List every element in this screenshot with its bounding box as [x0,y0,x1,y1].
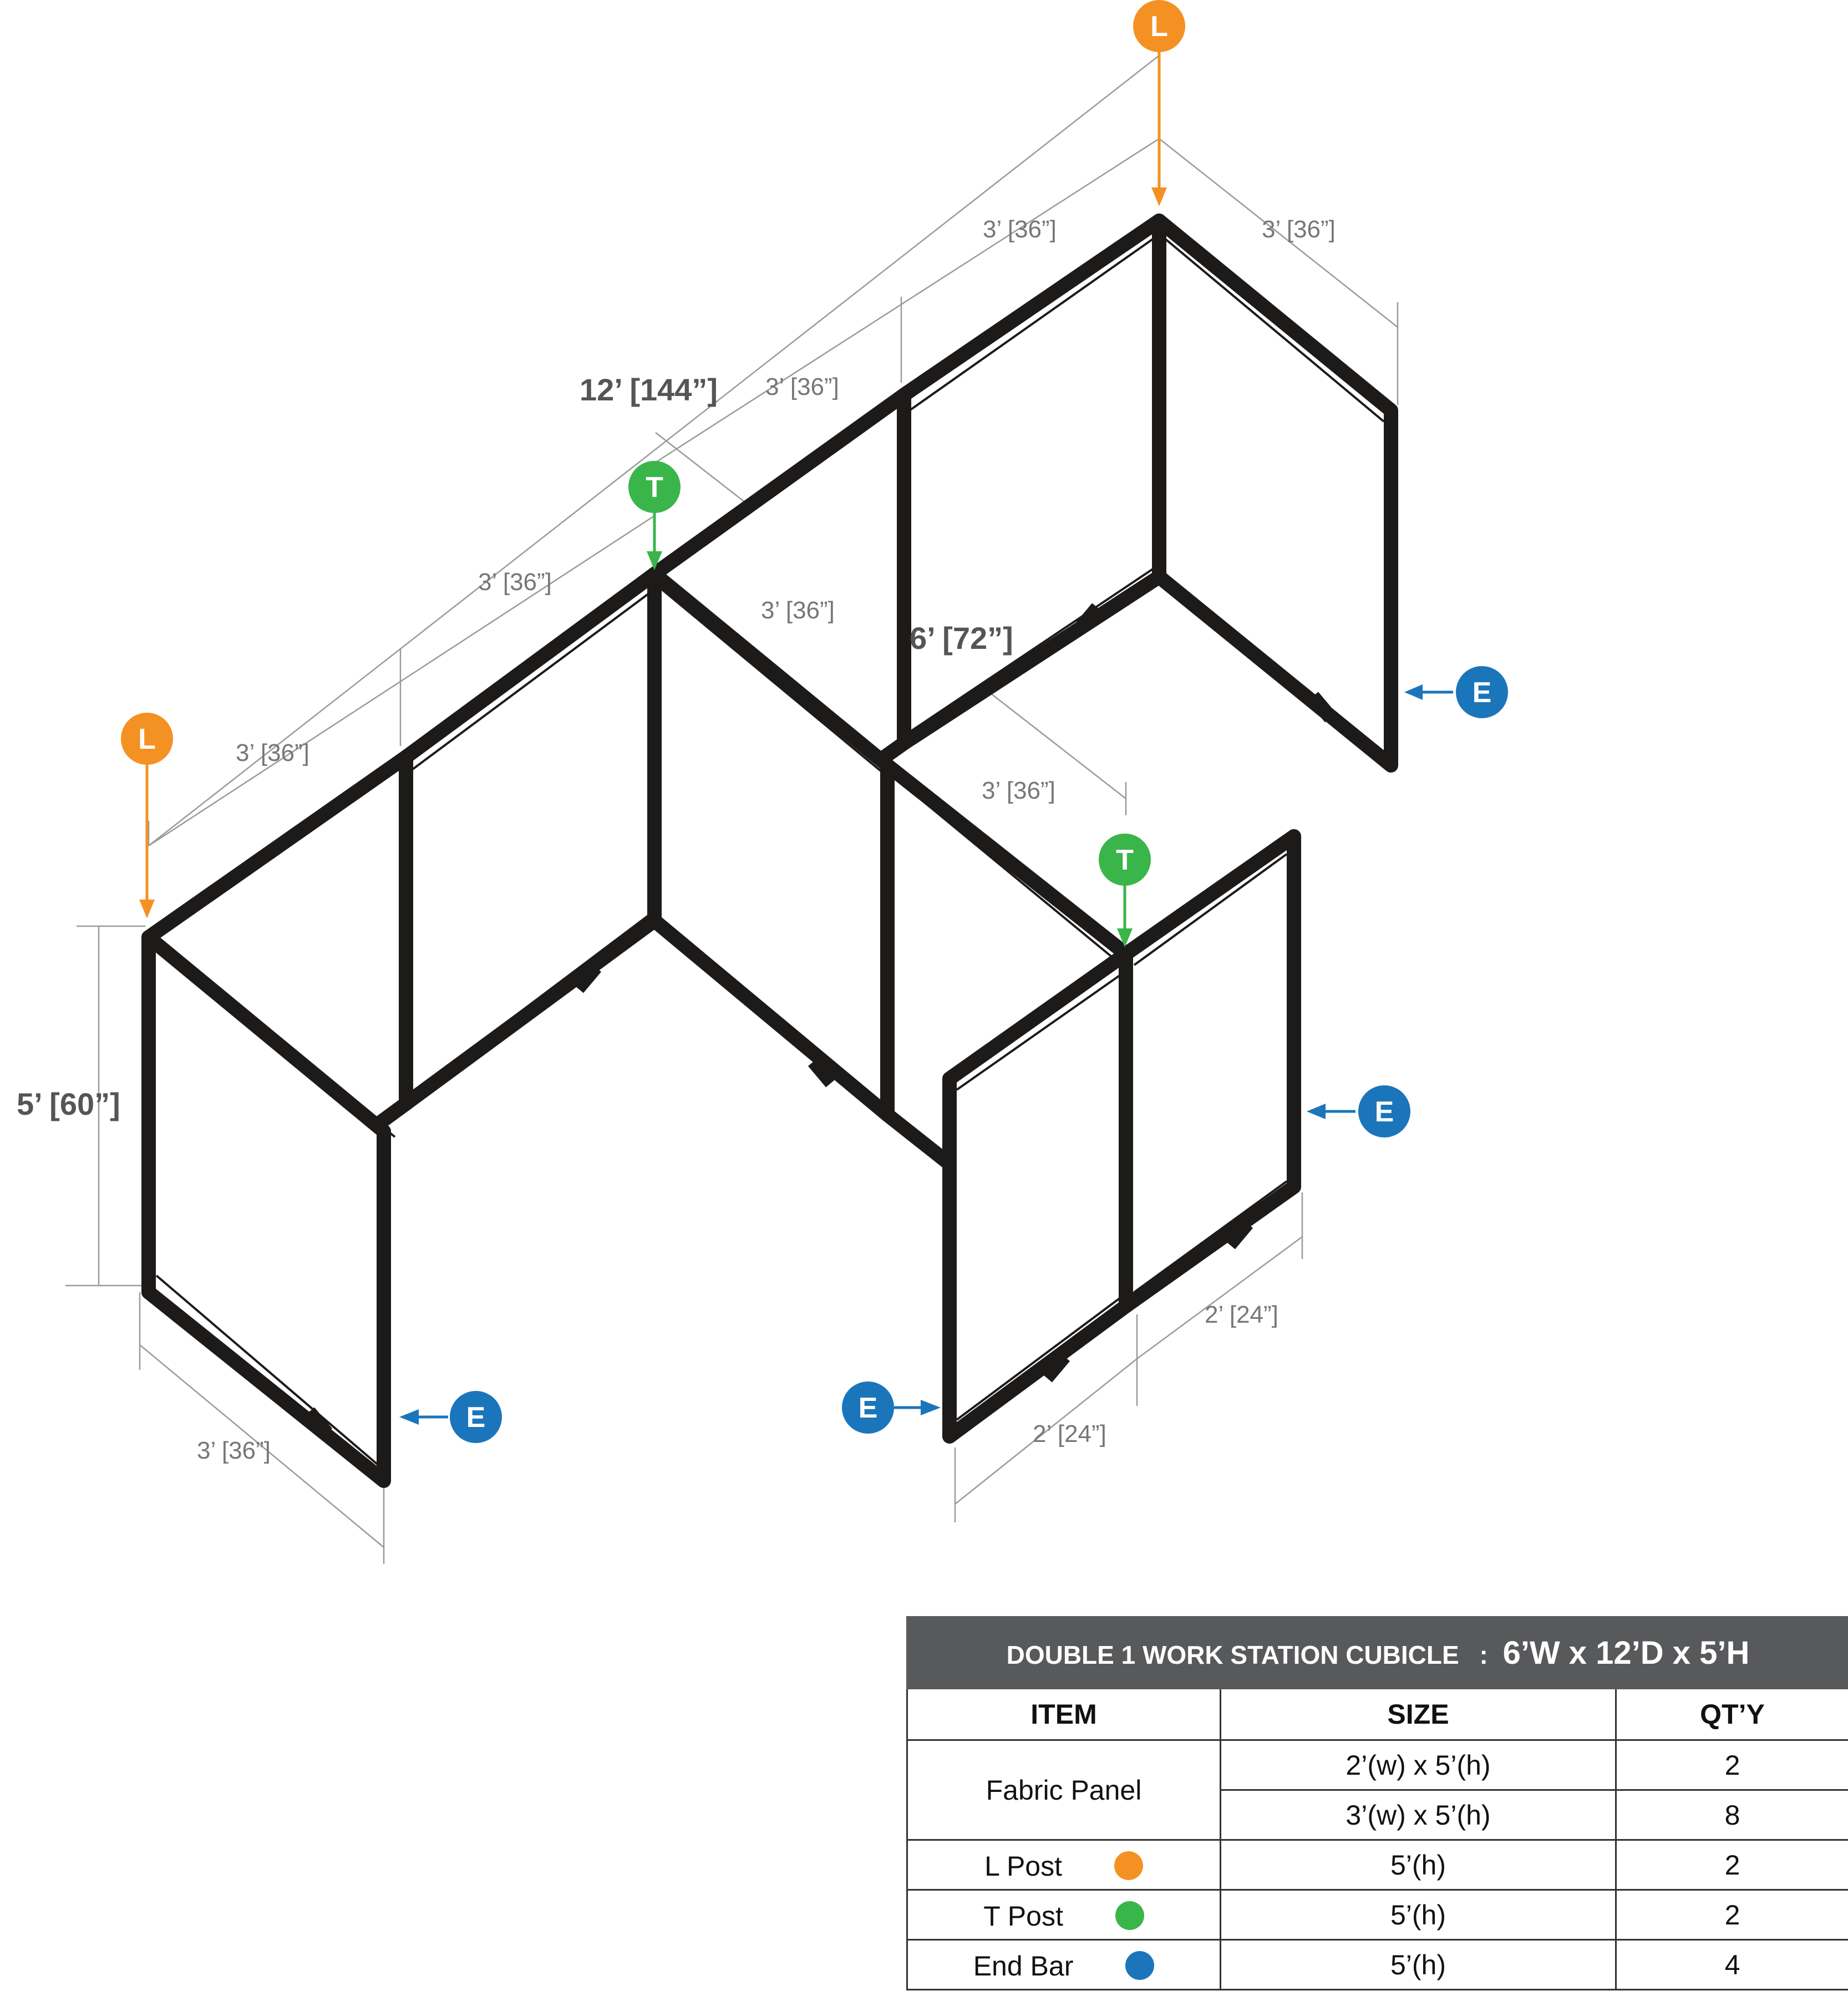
table-title [907,1617,1848,1689]
cubicle-panels [149,221,1391,1481]
size-end-bar: 5’(h) [1221,1940,1616,1990]
size-fabric-3ft: 3’(w) x 5’(h) [1221,1790,1616,1840]
qty-fabric-2ft: 2 [1616,1740,1848,1790]
table-title-row [907,1617,1848,1689]
table-title-separator: : [1479,1640,1488,1669]
dim-3ft-front: 3’ [36”] [197,1437,271,1464]
qty-end-bar: 4 [1616,1940,1848,1990]
table-title-dims: 6’W x 12’D x 5’H [1502,1634,1750,1671]
item-t-post [907,1890,1221,1940]
header-size: SIZE [1221,1689,1616,1740]
end-bar-badge-right-label: E [1374,1096,1394,1128]
qty-l-post: 2 [1616,1840,1848,1890]
dim-total-depth: 12’ [144”] [580,372,718,407]
qty-t-post: 2 [1616,1890,1848,1940]
end-bar-badge-bottom-left-label: E [466,1401,486,1434]
fabric-panel-back-right [904,221,1159,743]
green-circle-icon [1115,1901,1144,1930]
dim-3ft-upper-1: 3’ [36”] [983,216,1057,243]
dim-3ft-upper-2: 3’ [36”] [1262,216,1336,243]
dim-3ft-right-center: 3’ [36”] [982,777,1055,804]
dim-3ft-center: 3’ [36”] [761,597,835,624]
table-row [907,1940,1848,1990]
item-fabric-panel: Fabric Panel [907,1740,1221,1840]
t-post-badge-right-label: T [1116,844,1134,876]
table-title-text: DOUBLE 1 WORK STATION CUBICLE [1006,1640,1459,1669]
l-post-badge-top-label: L [1150,11,1168,43]
l-post-badge-left-label: L [138,723,156,755]
item-l-post-label: L Post [984,1850,1062,1882]
size-fabric-2ft: 2’(w) x 5’(h) [1221,1740,1616,1790]
parts-table [906,1616,1848,1990]
item-end-bar-label: End Bar [973,1950,1074,1982]
fabric-panel-2ft-right [1126,836,1294,1306]
end-bar-badge-bottom-mid-label: E [858,1392,878,1424]
item-end-bar [907,1940,1221,1990]
header-qty: QT’Y [1616,1689,1848,1740]
dim-3ft-upper-3: 3’ [36”] [765,373,839,400]
table-row [907,1740,1848,1790]
header-item: ITEM [907,1689,1221,1740]
item-l-post [907,1840,1221,1890]
size-t-post: 5’(h) [1221,1890,1616,1940]
qty-fabric-3ft: 8 [1616,1790,1848,1840]
dim-2ft-right: 2’ [24”] [1205,1301,1278,1328]
dim-3ft-left-2: 3’ [36”] [236,739,309,766]
dim-total-width: 6’ [72”] [910,621,1013,656]
dim-height: 5’ [60”] [17,1086,120,1121]
orange-circle-icon [1114,1851,1143,1880]
fabric-panel-end-top-right [1159,221,1391,765]
table-row [907,1840,1848,1890]
t-post-badge-center-label: T [646,471,663,504]
end-bar-badge-top-right-label: E [1472,677,1492,709]
item-t-post-label: T Post [983,1900,1063,1932]
dim-2ft-front: 2’ [24”] [1033,1420,1106,1447]
table-row [907,1890,1848,1940]
dim-3ft-left-1: 3’ [36”] [478,568,552,596]
blue-circle-icon [1125,1951,1154,1980]
table-header-row [907,1689,1848,1740]
size-l-post: 5’(h) [1221,1840,1616,1890]
